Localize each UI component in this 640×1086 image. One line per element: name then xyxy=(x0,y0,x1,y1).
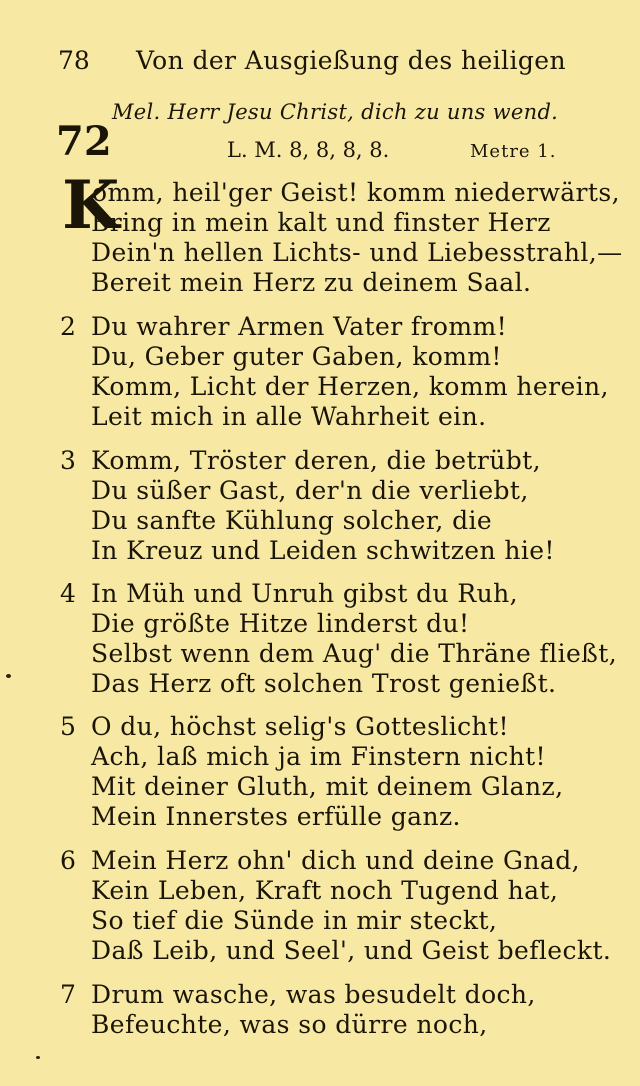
verse-line: Du wahrer Armen Vater fromm! xyxy=(91,312,508,341)
verse-line: Das Herz oft solchen Trost genießt. xyxy=(91,669,557,698)
stanza-number: 3 xyxy=(60,446,76,475)
verse-line: Ach, laß mich ja im Finstern nicht! xyxy=(91,742,547,771)
verse-line: Drum wasche, was besudelt doch, xyxy=(91,980,536,1009)
page-number: 78 xyxy=(58,46,90,75)
verse-line: O du, höchst selig's Gotteslicht! xyxy=(91,712,509,741)
stanza-4 xyxy=(58,579,618,699)
verse-line: Befeuchte, was so dürre noch, xyxy=(91,1010,488,1039)
stanza-2 xyxy=(58,312,618,432)
verse-line: Kein Leben, Kraft noch Tugend hat, xyxy=(91,876,559,905)
stanza-number: 6 xyxy=(60,846,76,875)
stanza-number: 7 xyxy=(60,980,76,1009)
verse-line: Selbst wenn dem Aug' die Thräne fließt, xyxy=(91,639,618,668)
paper-speck xyxy=(36,1056,40,1059)
verse-line: Daß Leib, und Seel', und Geist befleckt. xyxy=(91,936,612,965)
verse-line: Mit deiner Gluth, mit deinem Glanz, xyxy=(91,772,564,801)
stanza-number: 4 xyxy=(60,579,76,608)
verse-line: Mein Herz ohn' dich und deine Gnad, xyxy=(91,846,580,875)
stanza-6 xyxy=(58,846,618,966)
verse-line: Dein'n hellen Lichts- und Liebesstrahl,— xyxy=(91,238,623,267)
verse-line: Du, Geber guter Gaben, komm! xyxy=(91,342,502,371)
verse-line: Mein Innerstes erfülle ganz. xyxy=(91,802,461,831)
verse-line: Komm, Tröster deren, die betrübt, xyxy=(91,446,541,475)
verse-line: Du süßer Gast, der'n die verliebt, xyxy=(91,476,529,505)
verse-line: Leit mich in alle Wahrheit ein. xyxy=(91,402,487,431)
stanza-5 xyxy=(58,712,618,832)
metre-label: Metre 1. xyxy=(470,141,557,162)
melody-line: Mel. Herr Jesu Christ, dich zu uns wend. xyxy=(112,100,559,124)
verse-line: Du sanfte Kühlung solcher, die xyxy=(91,506,493,535)
verse-line: Bring in mein kalt und finster Herz xyxy=(91,208,551,237)
stanza-number: 2 xyxy=(60,312,76,341)
verse-line: So tief die Sünde in mir steckt, xyxy=(91,906,498,935)
running-title: Von der Ausgießung des heiligen xyxy=(136,46,566,75)
verse-line: Komm, Licht der Herzen, komm herein, xyxy=(91,372,609,401)
verse-line: omm, heil'ger Geist! komm niederwärts, xyxy=(92,178,620,207)
drop-cap: K xyxy=(62,166,120,244)
stanza-7 xyxy=(58,980,618,1040)
meter: L. M. 8, 8, 8, 8. xyxy=(227,138,390,162)
verse-line: In Müh und Unruh gibst du Ruh, xyxy=(91,579,518,608)
stanza-1 xyxy=(58,166,623,298)
page-header xyxy=(58,46,566,82)
hymn-number: 72 xyxy=(56,118,112,165)
stanza-3 xyxy=(58,446,618,566)
paper-speck xyxy=(6,674,11,678)
stanza-number: 5 xyxy=(60,712,76,741)
verse-line: Die größte Hitze linderst du! xyxy=(91,609,470,638)
verse-line: Bereit mein Herz zu deinem Saal. xyxy=(91,268,532,297)
verse-line: In Kreuz und Leiden schwitzen hie! xyxy=(91,536,555,565)
